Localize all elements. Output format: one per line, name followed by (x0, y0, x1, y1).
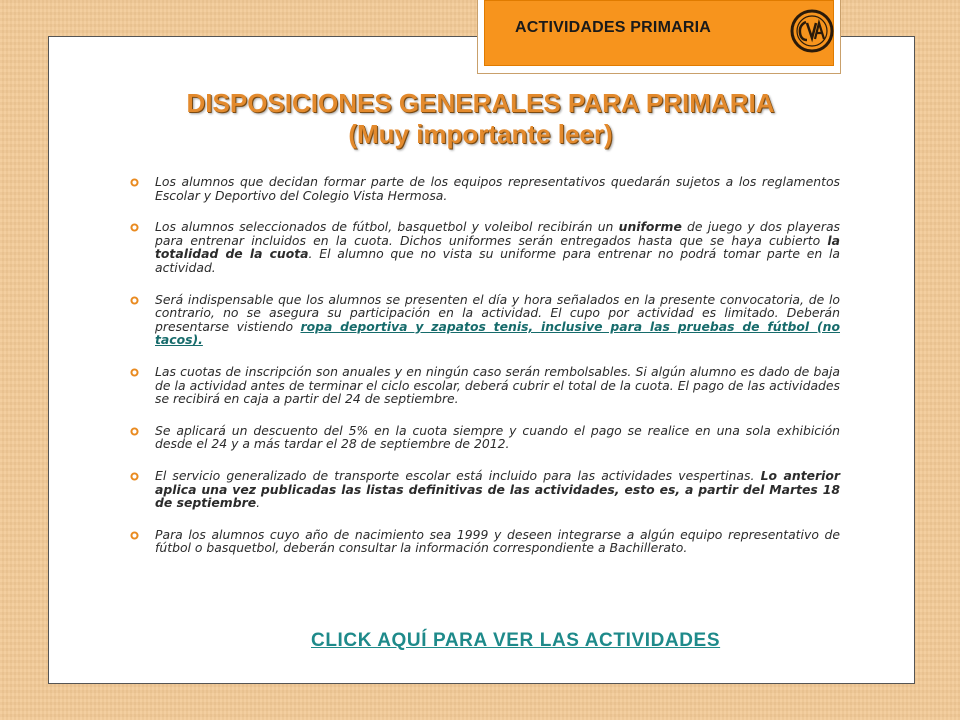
page-title-line1: DISPOSICIONES GENERALES PARA PRIMARIA (186, 88, 775, 118)
list-item (130, 220, 840, 274)
item-text: Los alumnos seleccionados de fútbol, basquetbol y voleibol recibirán un (155, 219, 619, 235)
ring-bullet-icon (130, 223, 139, 232)
item-text: . (256, 495, 261, 511)
item-bold-text: la totalidad de la cuota (155, 232, 840, 262)
item-text: de juego y dos playeras para entrenar incluidos en la cuota. Dichos uniformes serán entregados hasta que se haya cubierto (155, 219, 840, 248)
ring-bullet-icon (130, 427, 139, 436)
item-text: Los alumnos que decidan formar parte de los equipos representativos quedarán sujetos a los reglamentos Escolar y Deportivo del Colegio Vista Hermosa. (155, 174, 840, 203)
header-tab (477, 0, 841, 74)
list-item (130, 469, 840, 510)
ring-bullet-icon (130, 368, 139, 377)
tab-title: ACTIVIDADES PRIMARIA (515, 19, 712, 36)
ring-bullet-icon (130, 472, 139, 481)
list-item (130, 175, 840, 202)
item-text: Para los alumnos cuyo año de nacimiento sea 1999 y deseen integrarse a algún equipo representativo de fútbol o basquetbol, deberán consultar la información correspondiente a Bachillerato. (155, 526, 840, 556)
item-text: Se aplicará un descuento del 5% en la cuota siempre y cuando el pago se realice en una sola exhibición desde el 24 y a más tardar el 28 de septiembre de 2012. (155, 422, 840, 452)
item-text: Las cuotas de inscripción son anuales y en ningún caso serán rembolsables. Si algún alumno es dado de baja de la actividad antes de terminar el ciclo escolar, deberá cubrir el total de la cuota. El pago de las actividades se recibirá en caja a partir del 24 de septiembre. (155, 363, 840, 407)
ring-bullet-icon (130, 178, 139, 187)
ring-bullet-icon (130, 296, 139, 305)
item-bold-text: Lo anterior aplica una vez publicadas las listas definitivas de las actividades, esto es, a partir del Martes 18 de septiembre (155, 467, 841, 511)
sportswear-link[interactable]: ropa deportiva y zapatos tenis, inclusive para las pruebas de fútbol (no tacos). (155, 318, 840, 348)
list-item (130, 365, 840, 406)
item-text: El servicio generalizado de transporte escolar está incluido para las actividades vespertinas. (155, 467, 761, 483)
list-item (130, 528, 840, 555)
item-bold-text: uniforme (618, 219, 682, 235)
view-activities-link[interactable]: CLICK AQUÍ PARA VER LAS ACTIVIDADES (311, 630, 721, 651)
page-title (48, 88, 913, 150)
cva-logo-icon (788, 7, 836, 55)
list-item (130, 424, 840, 451)
list-item (130, 293, 840, 347)
page-title-line2: (Muy importante leer) (348, 119, 613, 149)
header-tab-bar (484, 0, 834, 66)
item-text: Será indispensable que los alumnos se presenten el día y hora señalados en la presente convocatoria, de lo contrario, no se asegura su participación en la actividad. El cupo por actividad es limitado. Deberán presentarse vistiendo (155, 291, 840, 334)
item-text: . El alumno que no vista su uniforme para entrenar no podrá tomar parte en la actividad. (155, 246, 840, 275)
ring-bullet-icon (130, 531, 139, 540)
rules-list (130, 175, 840, 573)
